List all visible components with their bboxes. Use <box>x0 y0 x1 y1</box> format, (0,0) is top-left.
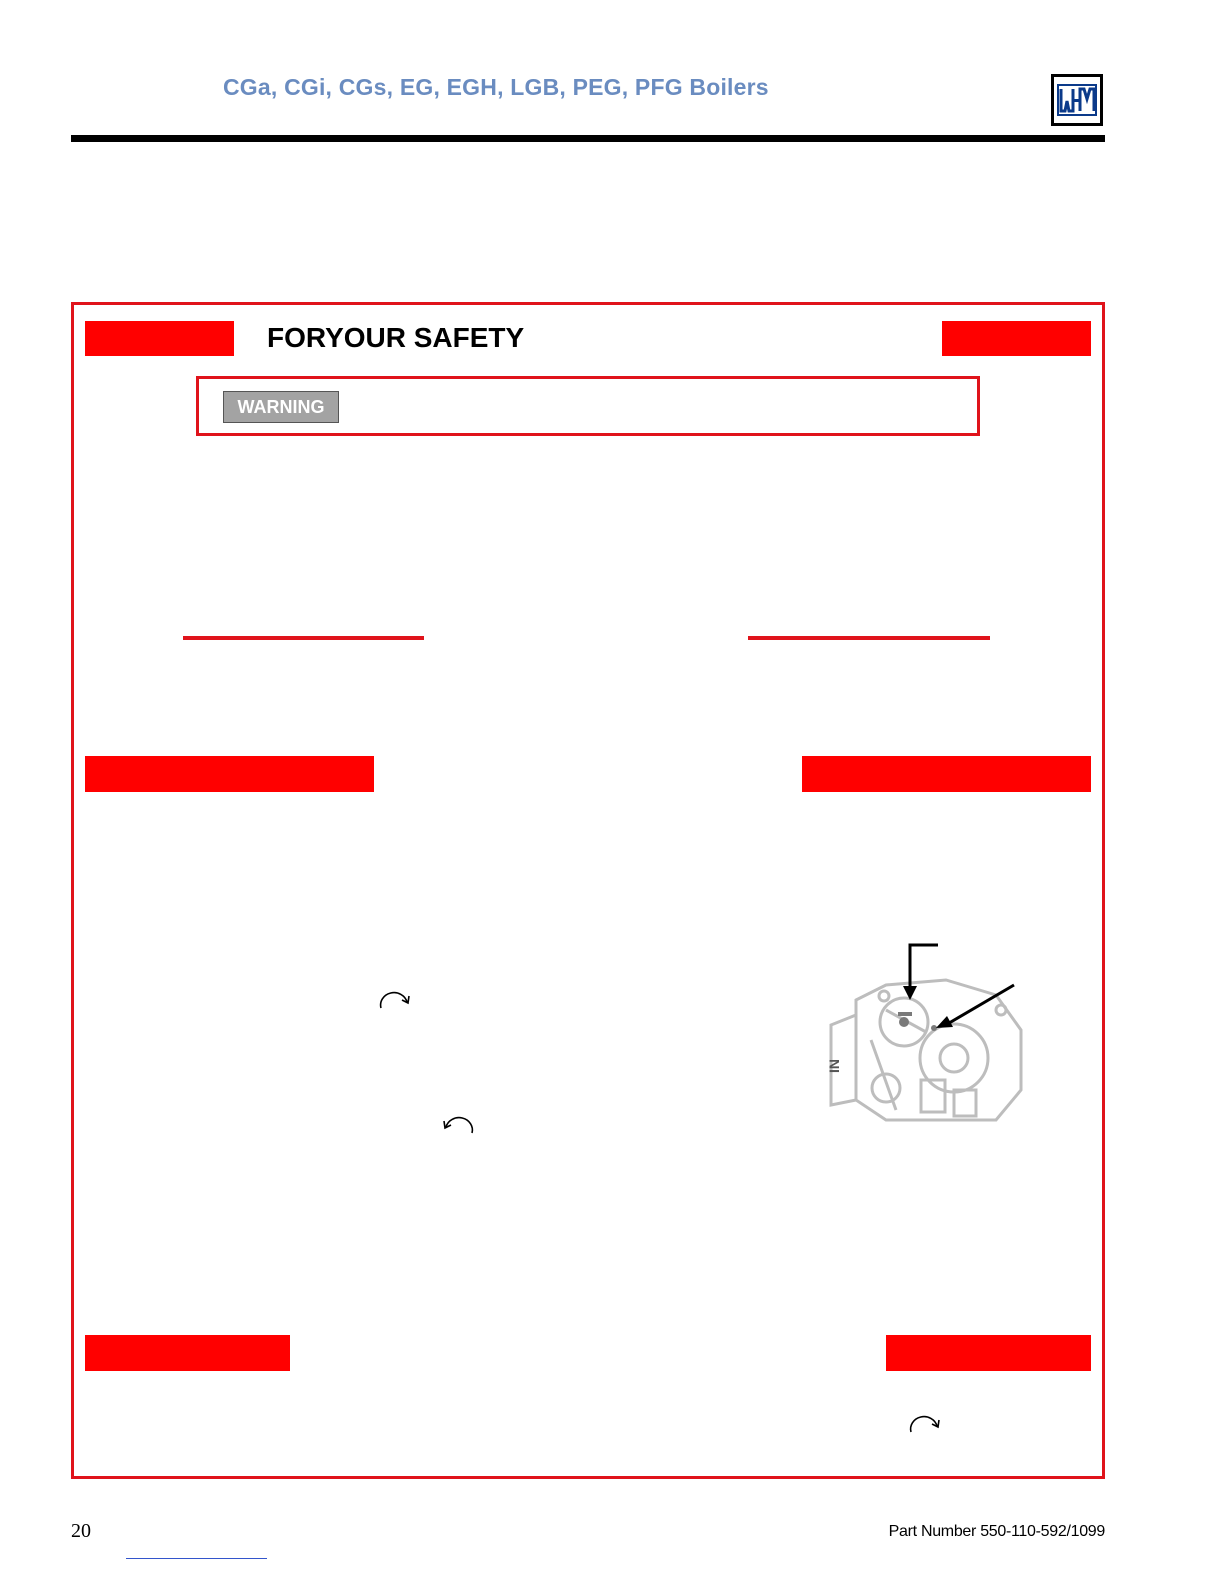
wm-logo-icon <box>1051 74 1103 126</box>
section-bar-left <box>85 756 374 792</box>
valve-inlet-marking: IN <box>826 1059 842 1073</box>
counterclockwise-arrow-icon <box>439 1115 475 1142</box>
safety-instructions-frame <box>71 302 1105 1479</box>
heading-bar-right <box>942 321 1091 356</box>
warning-badge: WARNING <box>223 391 339 423</box>
section-bar-left-2 <box>85 1335 290 1371</box>
safety-heading: FORYOUR SAFETY <box>267 322 525 353</box>
heading-bar-left <box>85 321 234 356</box>
page-number: 20 <box>71 1520 91 1542</box>
gas-valve-diagram-icon <box>826 940 1026 1135</box>
part-number: Part Number 550-110-592/1099 <box>888 1523 1105 1540</box>
section-bar-right-2 <box>886 1335 1091 1371</box>
clockwise-arrow-icon <box>378 990 414 1017</box>
divider-left <box>183 636 424 640</box>
header-rule <box>71 135 1105 142</box>
clockwise-arrow-icon <box>908 1414 944 1441</box>
document-title: CGa, CGi, CGs, EG, EGH, LGB, PEG, PFG Boilers <box>223 74 769 100</box>
divider-right <box>748 636 990 640</box>
section-bar-right <box>802 756 1091 792</box>
footer-link-underline[interactable] <box>126 1558 267 1559</box>
